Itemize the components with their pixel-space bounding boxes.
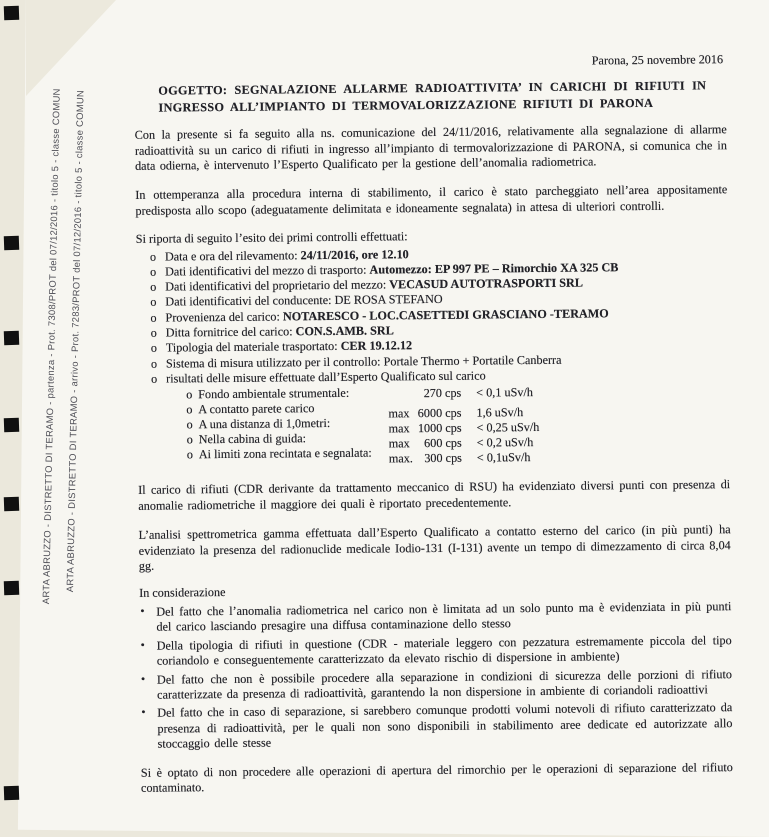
subject-line: OGGETTO: SEGNALAZIONE ALLARME RADIOATTIVITA’ IN CARICHI DI RIFIUTI IN INGRESSO ALL’IMPIANTO DI TERMOVALORIZZAZIONE RIFIUTI DI PARONA	[158, 77, 706, 116]
considerations-list	[139, 599, 732, 752]
controls-list	[136, 244, 729, 387]
list-bullet-dot: •	[141, 671, 145, 686]
control-value: Portale Thermo + Portatile Canberra	[384, 352, 562, 368]
list-bullet-o: o	[150, 265, 156, 280]
protocol-stamp-arrivo: ARTA ABRUZZO - DISTRETTO DI TERAMO - arrivo - Prot. 7283/PROT del 07/12/2016 - titolo 5 - classe COMUN	[64, 90, 86, 592]
list-bullet-dot: •	[141, 638, 145, 653]
list-bullet-o: o	[151, 356, 157, 371]
control-label: Dati identificativi del conducente:	[165, 293, 334, 309]
list-bullet-o: o	[150, 310, 156, 325]
protocol-stamp-partenza: ARTA ABRUZZO - DISTRETTO DI TERAMO - partenza - Prot. 7308/PROT del 07/12/2016 - titolo 5 - classe COMUN	[40, 88, 62, 604]
control-value: DE ROSA STEFANO	[335, 292, 443, 307]
measurement-qualifier: max.	[389, 451, 413, 465]
measurement-label: Nella cabina di guida:	[199, 431, 306, 446]
measurement-dose: < 0,25 uSv/h	[477, 420, 540, 435]
measurement-counts: 300 cps	[392, 451, 462, 466]
letter-body	[134, 52, 733, 797]
measurement-label: A una distanza di 1,0metri:	[198, 416, 330, 431]
control-label: risultati delle misure effettuate dall’Esperto Qualificato sul carico	[166, 368, 486, 385]
consideration-text: Del fatto che non è possibile procedere alla separazione in condizioni di sicurezza delle porzioni di rifiuto caratterizzate da presenza di radioattività, garantendo la non dispersione in ambiente di coriandoli radioattivi	[157, 667, 732, 702]
list-bullet-o: o	[150, 295, 156, 310]
scan-mark-square	[4, 418, 19, 433]
control-value: CON.S.AMB. SRL	[296, 323, 394, 338]
scan-mark-square	[4, 6, 19, 21]
consideration-text: Della tipologia di rifiuti in questione (CDR - materiale leggero con pezzatura estremamente piccola del tipo coriandolo e conseguentemente caratterizzato da elevato rischio di dispersione in ambiente)	[157, 633, 732, 668]
control-label: Provenienza del carico:	[165, 309, 283, 324]
scan-mark-square	[4, 331, 19, 346]
control-value: 24/11/2016, ore 12.10	[301, 247, 409, 262]
sub-bullet-o: o	[186, 388, 192, 402]
measurement-label: Ai limiti zona recintata e segnalata:	[199, 446, 372, 462]
consideration-text: Del fatto che in caso di separazione, si sarebbero comunque prodotti volumi notevoli di rifiuto caratterizzato da presenza di radioattività, per le quali non sono disponibili in stabilimento aree dedicate ed autorizzate allo stoccaggio delle stesse	[157, 701, 732, 751]
considerations-intro: In considerazione	[139, 580, 731, 601]
measurements-table	[137, 382, 730, 463]
consideration-item	[140, 701, 732, 753]
list-bullet-dot: •	[140, 604, 144, 619]
sub-bullet-o: o	[186, 418, 192, 432]
control-value: NOTARESCO - LOC.CASETTEDI GRASCIANO -TERAMO	[283, 306, 609, 323]
scan-mark-square	[4, 236, 19, 251]
consideration-item	[140, 667, 732, 703]
control-label: Data e ora del rilevamento:	[165, 248, 301, 263]
paragraph-procedure: In ottemperanza alla procedura interna di stabilimento, il carico è stato parcheggiato nell’area appositamente predisposta allo scopo (adeguatamente delimitata e idoneamente segnalata) in attesa di ulteriori controlli.	[135, 182, 727, 219]
measurement-dose: < 0,2 uSv/h	[477, 435, 534, 450]
sub-bullet-o: o	[187, 433, 193, 447]
measurement-label: A contatto parete carico	[198, 401, 314, 416]
control-value: CER 19.12.12	[341, 339, 413, 354]
scan-mark-square	[4, 786, 19, 801]
measurement-counts: 600 cps	[392, 436, 462, 451]
list-bullet-o: o	[150, 249, 156, 264]
consideration-item	[140, 633, 732, 669]
paragraph-gamma: L’analisi spettrometrica gamma effettuata dall’Esperto Qualificato a contatto esterno del carico (in più punti) ha evidenziato la presenza del radionuclide medicale Iodio-131 (I-131) avente un tempo di dimezzamento di circa 8,04 gg.	[139, 522, 731, 575]
measurement-counts: 270 cps	[391, 386, 461, 401]
city-date-line: Parona, 25 novembre 2016	[134, 52, 726, 73]
consideration-text: Del fatto che l’anomalia radiometrica nel carico non è limitata ad un solo punto ma è evidenziata in più punti del carico lasciando presagire una diffusa contaminazione dello stesso	[156, 599, 731, 634]
control-label: Ditta fornitrice del carico:	[166, 324, 296, 339]
control-value: VECASUD AUTOTRASPORTI SRL	[389, 276, 583, 292]
list-bullet-dot: •	[141, 705, 145, 720]
control-label: Tipologia del materiale trasportato:	[166, 339, 341, 355]
paragraph-closing: Si è optato di non procedere alle operazioni di apertura del rimorchio per le operazioni di separazione del rifiuto contaminato.	[141, 760, 733, 797]
controls-intro: Si riporta di seguito l’esito dei primi controlli effettuati:	[136, 226, 728, 247]
scan-mark-square	[4, 581, 19, 596]
consideration-item	[139, 599, 731, 635]
control-label: Sistema di misura utilizzato per il controllo:	[166, 354, 384, 370]
measurement-dose: < 0,1uSv/h	[477, 450, 531, 465]
sub-bullet-o: o	[186, 403, 192, 417]
control-label: Dati identificativi del proprietario del mezzo:	[165, 278, 389, 294]
list-bullet-o: o	[151, 326, 157, 341]
measurement-counts: 6000 cps	[391, 406, 461, 421]
control-value: Automezzo: EP 997 PE – Rimorchio XA 325 CB	[369, 260, 618, 276]
measurement-dose: < 0,1 uSv/h	[476, 385, 533, 400]
measurement-qualifier: max	[389, 436, 410, 450]
list-bullet-o: o	[150, 280, 156, 295]
measurement-dose: 1,6 uSv/h	[476, 405, 523, 419]
measurement-qualifier: max	[389, 421, 410, 435]
sub-bullet-o: o	[187, 448, 193, 462]
paragraph-load: Il carico di rifiuti (CDR derivante da trattamento meccanico di RSU) ha evidenziato diversi punti con presenza di anomalie radiometriche il maggiore dei quali è riportato precedentemente.	[138, 477, 730, 514]
list-bullet-o: o	[151, 341, 157, 356]
measurement-qualifier: max	[388, 406, 409, 420]
control-label: Dati identificativi del mezzo di trasporto:	[165, 262, 370, 278]
list-bullet-o: o	[151, 372, 157, 387]
measurement-counts: 1000 cps	[392, 421, 462, 436]
measurement-label: Fondo ambientale strumentale:	[198, 386, 349, 401]
paragraph-intro: Con la presente si fa seguito alla ns. comunicazione del 24/11/2016, relativamente alla segnalazione di allarme radioattività su un carico di rifiuti in ingresso all’impianto di termovalorizzazione di PARONA, si comunica che in data odierna, è intervenuto l’Esperto Qualificato per la gestione dell’anomalia radiometrica.	[135, 122, 727, 175]
scan-mark-square	[4, 497, 19, 512]
